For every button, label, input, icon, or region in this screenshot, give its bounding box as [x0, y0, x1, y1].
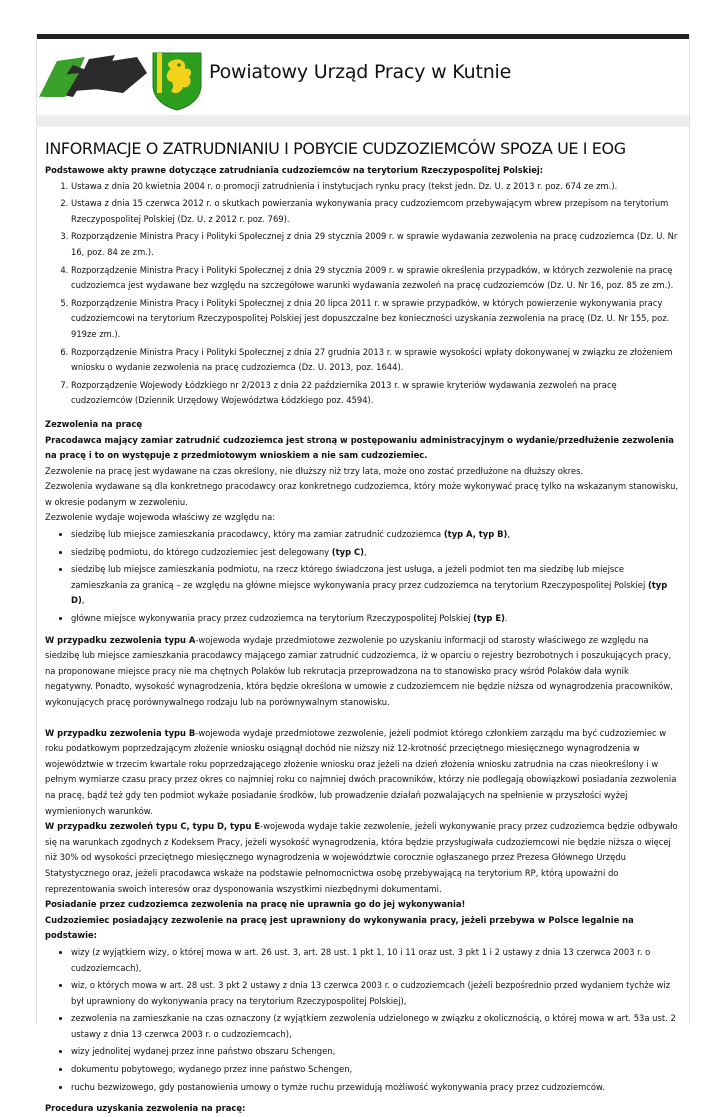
permit-types-list: [45, 527, 679, 627]
list-item: • dokumentu pobytowego, wydanego przez inne państwo Schengen,: [71, 1062, 679, 1078]
list-item: 3. Rozporządzenie Ministra Pracy i Polityki Społecznej z dnia 29 stycznia 2009 r. w sprawie wydawania zezwolenia na pracę cudzoziemca (Dz. U. Nr 16, poz. 84 ze zm.).: [71, 229, 679, 260]
list-item: • wiz, o których mowa w art. 28 ust. 3 pkt 2 ustawy z dnia 13 czerwca 2003 r. o cudzoziemcach (jeżeli bezpośrednio przed wydaniem tychże wiz był uprawniony do wykonywania pracy na terytorium Rzeczypospolitej Polskiej),: [71, 978, 679, 1009]
legal-heading: Podstawowe akty prawne dotyczące zatrudniania cudzoziemców na terytorium Rzeczypospolitej Polskiej:: [45, 165, 544, 175]
list-item: • ruchu bezwizowego, gdy postanowienia umowy o tymże ruchu przewidują możliwość wykonywania pracy przez cudzoziemców.: [71, 1080, 679, 1096]
site-title[interactable]: Powiatowy Urząd Pracy w Kutnie: [209, 61, 512, 83]
permits-bold-note: Pracodawca mający zamiar zatrudnić cudzoziemca jest stroną w postępowaniu administracyjnym o wydanie/przedłużenie zezwolenia na pracę i to on występuje z przedmiotowym wnioskiem a nie sam cudzoziemiec.: [45, 434, 674, 461]
crest-logo-icon: [151, 51, 203, 111]
stay-grounds-list: [45, 945, 679, 1095]
permits-paragraph: Zezwolenia wydawane są dla konkretnego pracodawcy oraz konkretnego cudzoziemca, który może wykonywać pracę tylko na wskazanym stanowisku, w okresie podanym w zezwoleniu.: [45, 481, 679, 507]
permits-paragraph: Zezwolenie wydaje wojewoda właściwy ze względu na:: [45, 512, 276, 523]
list-item: • wizy jednolitej wydanej przez inne państwo obszaru Schengen,: [71, 1044, 679, 1060]
list-item: • zezwolenia na zamieszkanie na czas oznaczony (z wyjątkiem zezwolenia udzielonego w związku z okolicznością, o której mowa w art. 53a ust. 2 ustawy z dnia 13 czerwca 2003 r. o cudzoziemcach),: [71, 1011, 679, 1042]
list-item: 6. Rozporządzenie Ministra Pracy i Polityki Społecznej z dnia 27 grudnia 2013 r. w sprawie wysokości wpłaty dokonywanej w związku ze złożeniem wniosku o wydanie zezwolenia na pracę cudzoziemca (Dz. U. 2013, poz. 1644).: [71, 345, 679, 376]
page-frame: [36, 34, 690, 1114]
list-item: 1. Ustawa z dnia 20 kwietnia 2004 r. o promocji zatrudnienia i instytucjach rynku pracy (tekst jedn. Dz. U. z 2013 r. poz. 674 ze zm.).: [71, 179, 679, 195]
list-item: • główne miejsce wykonywania pracy przez cudzoziemca na terytorium Rzeczypospolitej Polskiej (typ E).: [71, 611, 679, 627]
type-a-paragraph: W przypadku zezwolenia typu A-wojewoda wydaje przedmiotowe zezwolenie po uzyskaniu informacji od starosty właściwego ze względu na siedzibę lub miejsce zamieszkania pracodawcy mającego zamiar zatrudnić cudzoziemca, iż w oparciu o rejestry bezrobotnych i poszukujących pracy, na proponowane miejsce pracy nie ma chętnych Polaków lub rekrutacja przeprowadzona na to stanowisko pracy wśród Polaków dała wynik negatywny. Ponadto, wysokość wynagrodzenia, która będzie określona w umowie z cudzoziemcem nie będzie niższa od wynagrodzenia pracowników, wykonujących pracę porównywalnego rodzaju lub na porównywalnym stanowisku.: [45, 634, 673, 707]
type-b-paragraph: W przypadku zezwolenia typu B-wojewoda wydaje przedmiotowe zezwolenie, jeżeli podmiot którego członkiem zarządu ma być cudzoziemiec w roku podatkowym poprzedzającym złożenie wniosku osiągnął dochód nie niższy niż 12-krotność przeciętnego miesięcznego wynagrodzenia w województwie w trzecim kwartale roku poprzedzającego złożenie wniosku oraz jeżeli na dzień złożenia wniosku zatrudnia na czas nieokreślony i w pełnym wymiarze czasu pracy przez okres co najmniej roku co najmniej dwóch pracowników, którzy nie podlegają obowiązkowi posiadania zezwolenia na pracę, bądź też gdy ten podmiot wykaże posiadanie środków, lub prowadzenie działań pozwalających na spełnienie w przyszłości wyżej wymienionych warunków.: [45, 727, 677, 816]
legal-acts-list: [45, 179, 679, 409]
list-item: 5. Rozporządzenie Ministra Pracy i Polityki Społecznej z dnia 20 lipca 2011 r. w sprawie przypadków, w których powierzenie wykonywania pracy cudzoziemcowi na terytorium Rzeczypospolitej Polskiej jest dopuszczalne bez konieczności uzyskania zezwolenia na pracę (Dz. U. Nr 155, poz. 919ze zm.).: [71, 296, 679, 343]
legal-stay-heading: Cudzoziemiec posiadający zezwolenie na pracę jest uprawniony do wykonywania pracy, jeżeli przebywa w Polsce legalnie na podstawie:: [45, 914, 634, 941]
site-header: [37, 39, 689, 115]
list-item: • siedzibę lub miejsce zamieszkania pracodawcy, który ma zamiar zatrudnić cudzoziemca (typ A, typ B),: [71, 527, 679, 543]
possession-warning: Posiadanie przez cudzoziemca zezwolenia na pracę nie uprawnia go do jej wykonywania!: [45, 899, 466, 910]
list-item: 2. Ustawa z dnia 15 czerwca 2012 r. o skutkach powierzania wykonywania pracy cudzoziemcom przebywającym wbrew przepisom na terytorium Rzeczypospolitej Polskiej (Dz. U. z 2012 r. poz. 769).: [71, 196, 679, 227]
permits-paragraph: Zezwolenie na pracę jest wydawane na czas określony, nie dłuższy niż trzy lata, może ono zostać przedłużone na dłuższy okres.: [45, 465, 584, 476]
type-cde-paragraph: W przypadku zezwoleń typu C, typu D, typu E-wojewoda wydaje takie zezwolenie, jeżeli wykonywanie pracy przez cudzoziemca będzie odbywało się na warunkach zgodnych z Kodeksem Pracy, jeżeli wysokość wynagrodzenia, która będzie przysługiwała cudzoziemcowi nie będzie niższa o więcej niż 30% od wysokości przeciętnego miesięcznego wynagrodzenia w województwie corocznie ogłaszanego przez Prezesa Głównego Urzędu Statystycznego oraz, jeżeli pracodawca wskaże na podstawie pełnomocnictwa osobę przebywającą na terytorium RP, którą upoważni do reprezentowania swoich interesów oraz dysponowania wszystkimi niezbędnymi dokumentami.: [45, 821, 678, 894]
list-item: 7. Rozporządzenie Wojewody Łódzkiego nr 2/2013 z dnia 22 października 2013 r. w sprawie kryteriów wydawania zezwoleń na pracę cudzoziemców (Dziennik Urzędowy Województwa Łódzkiego poz. 4594).: [71, 378, 679, 409]
list-item: • siedzibę podmiotu, do którego cudzoziemiec jest delegowany (typ C),: [71, 545, 679, 561]
permits-heading: Zezwolenia na pracę: [45, 418, 143, 429]
list-item: 4. Rozporządzenie Ministra Pracy i Polityki Społecznej z dnia 29 stycznia 2009 r. w sprawie określenia przypadków, w których zezwolenie na pracę cudzoziemca jest wydawane bez względu na szczegółowe warunki wydawania zezwoleń na pracę cudzoziemców (Dz. U. Nr 16, poz. 85 ze zm.).: [71, 263, 679, 294]
list-item: • siedzibę lub miejsce zamieszkania podmiotu, na rzecz którego świadczona jest usługa, a jeżeli podmiot ten ma siedzibę lub miejsce zamieszkania za granicą – ze względu na główne miejsce wykonywania pracy przez cudzoziemca na terytorium Rzeczypospolitej Polskiej (typ D),: [71, 562, 679, 609]
procedure-heading: Procedura uzyskania zezwolenia na pracę:: [45, 1103, 246, 1114]
main-content: [45, 138, 679, 1117]
page-title: INFORMACJE O ZATRUDNIANIU I POBYCIE CUDZOZIEMCÓW SPOZA UE I EOG: [45, 139, 626, 158]
list-item: • wizy (z wyjątkiem wizy, o której mowa w art. 26 ust. 3, art. 28 ust. 1 pkt 1, 10 i 11 oraz ust. 3 pkt 1 i 2 ustawy z dnia 13 czerwca 2003 r. o cudzoziemcach),: [71, 945, 679, 976]
arrows-logo-icon[interactable]: [39, 53, 147, 99]
header-separator: [37, 115, 689, 127]
